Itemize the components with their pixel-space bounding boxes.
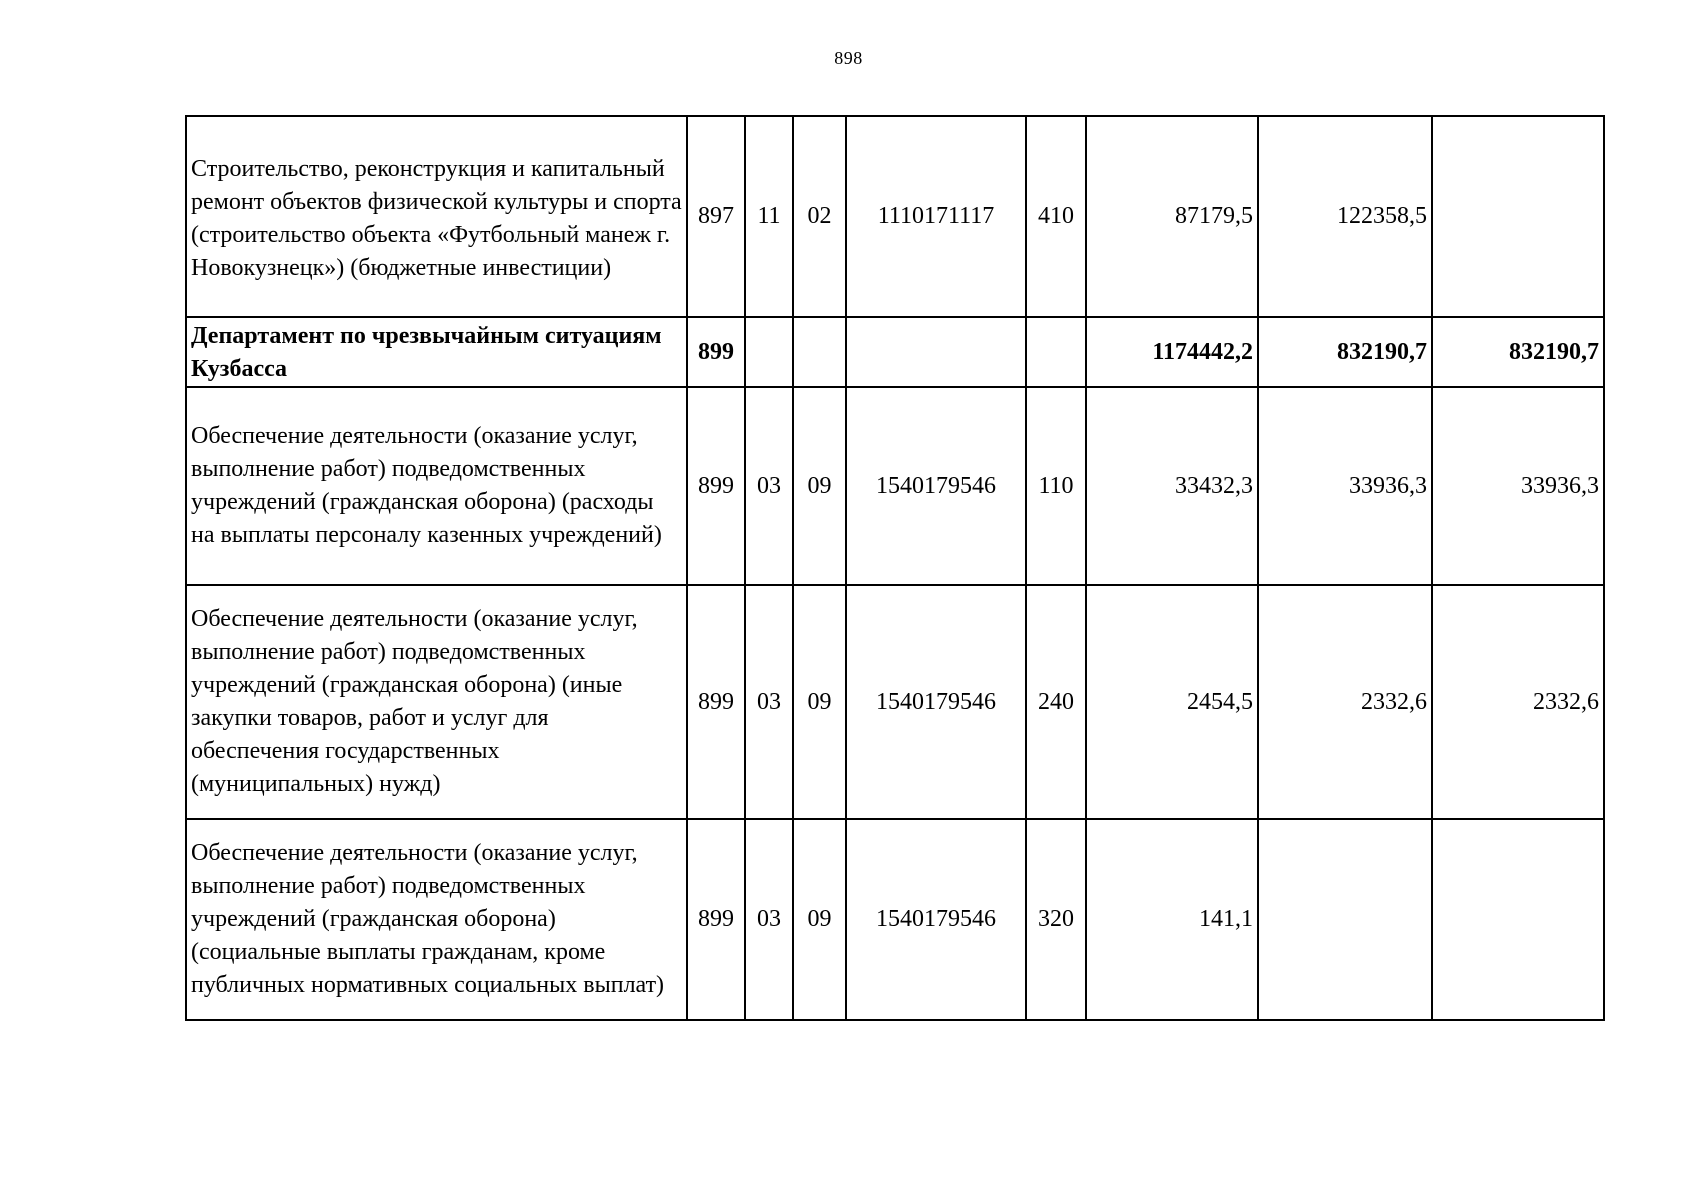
ministry-code: 897	[687, 116, 745, 317]
table-row	[186, 585, 1604, 819]
amount-3	[1432, 819, 1604, 1020]
target-article-code: 1540179546	[846, 585, 1026, 819]
section-code	[745, 317, 793, 387]
ministry-code: 899	[687, 387, 745, 585]
section-code: 03	[745, 819, 793, 1020]
subsection-code: 09	[793, 387, 846, 585]
amount-3: 832190,7	[1432, 317, 1604, 387]
subsection-code: 09	[793, 585, 846, 819]
row-description: Строительство, реконструкция и капитальный ремонт объектов физической культуры и спорта (строительство объекта «Футбольный манеж г. Новокузнецк») (бюджетные инвестиции)	[186, 116, 687, 317]
table-row	[186, 819, 1604, 1020]
row-description: Обеспечение деятельности (оказание услуг, выполнение работ) подведомственных учреждений (гражданская оборона) (социальные выплаты гражданам, кроме публичных нормативных социальных выплат)	[186, 819, 687, 1020]
budget-table	[185, 115, 1605, 1021]
amount-3: 2332,6	[1432, 585, 1604, 819]
amount-2	[1258, 819, 1432, 1020]
ministry-code: 899	[687, 317, 745, 387]
row-description: Обеспечение деятельности (оказание услуг, выполнение работ) подведомственных учреждений (гражданская оборона) (иные закупки товаров, работ и услуг для обеспечения государственных (муниципальных) нужд)	[186, 585, 687, 819]
target-article-code: 1110171117	[846, 116, 1026, 317]
subsection-code	[793, 317, 846, 387]
section-code: 03	[745, 387, 793, 585]
page-number: 898	[834, 48, 863, 68]
amount-3	[1432, 116, 1604, 317]
target-article-code: 1540179546	[846, 819, 1026, 1020]
expense-type-code: 320	[1026, 819, 1086, 1020]
table-row	[186, 116, 1604, 317]
row-description: Департамент по чрезвычайным ситуациям Кузбасса	[186, 317, 687, 387]
amount-1: 87179,5	[1086, 116, 1258, 317]
amount-2: 122358,5	[1258, 116, 1432, 317]
target-article-code	[846, 317, 1026, 387]
expense-type-code: 110	[1026, 387, 1086, 585]
table-row-department	[186, 317, 1604, 387]
target-article-code: 1540179546	[846, 387, 1026, 585]
amount-2: 832190,7	[1258, 317, 1432, 387]
ministry-code: 899	[687, 585, 745, 819]
section-code: 11	[745, 116, 793, 317]
table-row	[186, 387, 1604, 585]
subsection-code: 09	[793, 819, 846, 1020]
row-description: Обеспечение деятельности (оказание услуг, выполнение работ) подведомственных учреждений (гражданская оборона) (расходы на выплаты персоналу казенных учреждений)	[186, 387, 687, 585]
amount-3: 33936,3	[1432, 387, 1604, 585]
expense-type-code: 410	[1026, 116, 1086, 317]
amount-1: 141,1	[1086, 819, 1258, 1020]
expense-type-code	[1026, 317, 1086, 387]
expense-type-code: 240	[1026, 585, 1086, 819]
amount-1: 1174442,2	[1086, 317, 1258, 387]
ministry-code: 899	[687, 819, 745, 1020]
amount-2: 33936,3	[1258, 387, 1432, 585]
subsection-code: 02	[793, 116, 846, 317]
amount-1: 2454,5	[1086, 585, 1258, 819]
amount-1: 33432,3	[1086, 387, 1258, 585]
section-code: 03	[745, 585, 793, 819]
amount-2: 2332,6	[1258, 585, 1432, 819]
